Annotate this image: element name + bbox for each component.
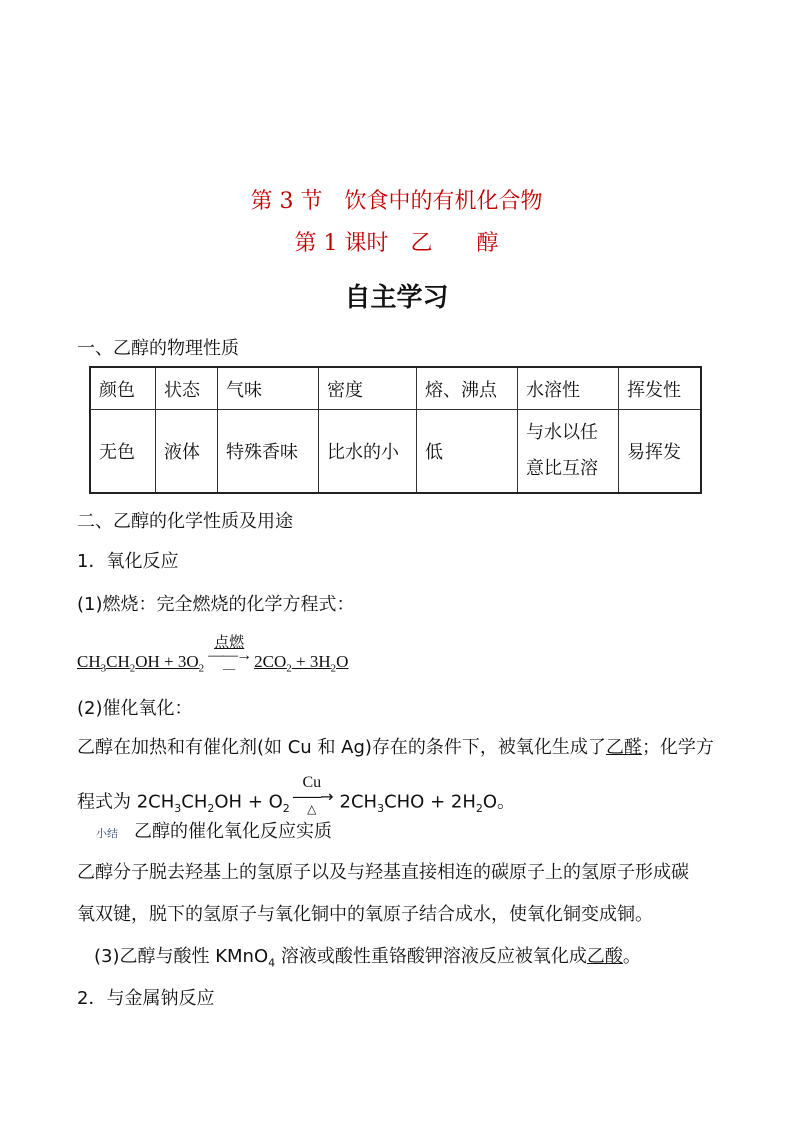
table-header-cell: 状态 — [156, 367, 218, 410]
catalytic-label: (2)催化氧化： — [77, 698, 193, 719]
paragraph-text: ；化学方 — [641, 737, 714, 758]
condition-bottom: △ — [307, 802, 317, 816]
answer-blank: 乙醛 — [605, 737, 642, 758]
arrow-icon: ——→ — [292, 787, 332, 806]
reaction-condition — [204, 634, 254, 674]
item1-heading: 1．氧化反应 — [77, 551, 179, 572]
eq-sub: 2 — [330, 662, 337, 674]
paragraph-text: 程式为 2CH — [77, 791, 175, 813]
eq-sub: 3 — [377, 802, 385, 815]
table-cell: 易挥发 — [619, 410, 702, 494]
physical-properties-table — [89, 366, 702, 494]
paragraph-text: 。 — [622, 946, 641, 967]
eq-text: O — [336, 651, 349, 671]
eq-sub: 2 — [282, 802, 290, 815]
paragraph-text: 溶液或酸性重铬酸钾溶液反应被氧化成 — [275, 946, 587, 967]
summary-title: 乙醇的催化氧化反应实质 — [134, 821, 332, 842]
table-cell: 低 — [417, 410, 518, 494]
condition-top: Cu — [302, 774, 322, 791]
table-header-cell: 挥发性 — [619, 367, 702, 410]
eq-sub: 2 — [129, 662, 136, 674]
eq-sub: 2 — [475, 802, 483, 815]
condition-bottom: — — [223, 661, 236, 675]
reaction-condition — [290, 775, 334, 815]
summary-line1: 乙醇分子脱去羟基上的氢原子以及与羟基直接相连的碳原子上的氢原子形成碳 — [77, 862, 689, 883]
eq-text: CHO + 2H — [384, 791, 476, 813]
condition-top: 点燃 — [214, 633, 245, 651]
summary-heading — [96, 817, 332, 843]
eq-sub: 4 — [268, 956, 276, 970]
table-header-cell: 气味 — [218, 367, 319, 410]
arrow-icon: ——→ — [208, 647, 251, 664]
lesson-title: 第 3 节 饮食中的有机化合物 — [250, 189, 543, 214]
summary-line2: 氧双键，脱下的氢原子与氧化铜中的氧原子结合成水，使氧化铜变成铜。 — [77, 904, 653, 925]
eq-sub: 2 — [198, 662, 205, 674]
eq-text: OH + O — [214, 791, 283, 813]
eq-text: CH — [181, 791, 208, 813]
eq-text: OH + 3O — [135, 651, 199, 671]
table-header-cell: 熔、沸点 — [417, 367, 518, 410]
burn-label: (1)燃烧：完全燃烧的化学方程式： — [77, 594, 355, 615]
table-cell: 特殊香味 — [218, 410, 319, 494]
eq-sub: 3 — [100, 662, 107, 674]
part2-heading: 二、乙醇的化学性质及用途 — [77, 511, 293, 532]
eq-text: 2CH — [333, 791, 378, 813]
eq-sub: 3 — [174, 802, 182, 815]
eq-text: CH — [106, 651, 130, 671]
answer-blank: 乙酸 — [586, 946, 623, 967]
lesson-subtitle: 第 1 课时 乙 醇 — [294, 231, 499, 256]
table-header-cell: 颜色 — [90, 367, 156, 410]
paragraph-text: 乙醇在加热和有催化剂(如 Cu 和 Ag)存在的条件下，被氧化生成了 — [77, 737, 606, 758]
eq-text: + 3H — [291, 651, 331, 671]
eq-sub: 2 — [207, 802, 215, 815]
table-cell: 比水的小 — [319, 410, 417, 494]
eq-text: O。 — [482, 791, 516, 813]
table-cell: 与水以任 意比互溶 — [518, 410, 619, 494]
summary-badge: 小结 — [96, 827, 118, 840]
burn-equation — [77, 634, 348, 674]
paragraph-text: (3)乙醇与酸性 KMnO — [94, 946, 269, 967]
catalytic-text-line2 — [77, 775, 515, 815]
part1-heading: 一、乙醇的物理性质 — [77, 338, 239, 359]
eq-text: CH — [77, 651, 101, 671]
item2-heading: 2．与金属钠反应 — [77, 988, 215, 1009]
oxidation3-line — [94, 942, 641, 970]
eq-sub: 2 — [286, 662, 292, 674]
table-header-row — [90, 367, 701, 410]
catalytic-text-line1 — [77, 733, 714, 759]
eq-text: 2CO — [254, 651, 287, 671]
table-header-cell: 水溶性 — [518, 367, 619, 410]
table-cell: 无色 — [90, 410, 156, 494]
table-cell: 液体 — [156, 410, 218, 494]
section-heading: 自主学习 — [344, 283, 449, 313]
table-row — [90, 410, 701, 494]
table-header-cell: 密度 — [319, 367, 417, 410]
